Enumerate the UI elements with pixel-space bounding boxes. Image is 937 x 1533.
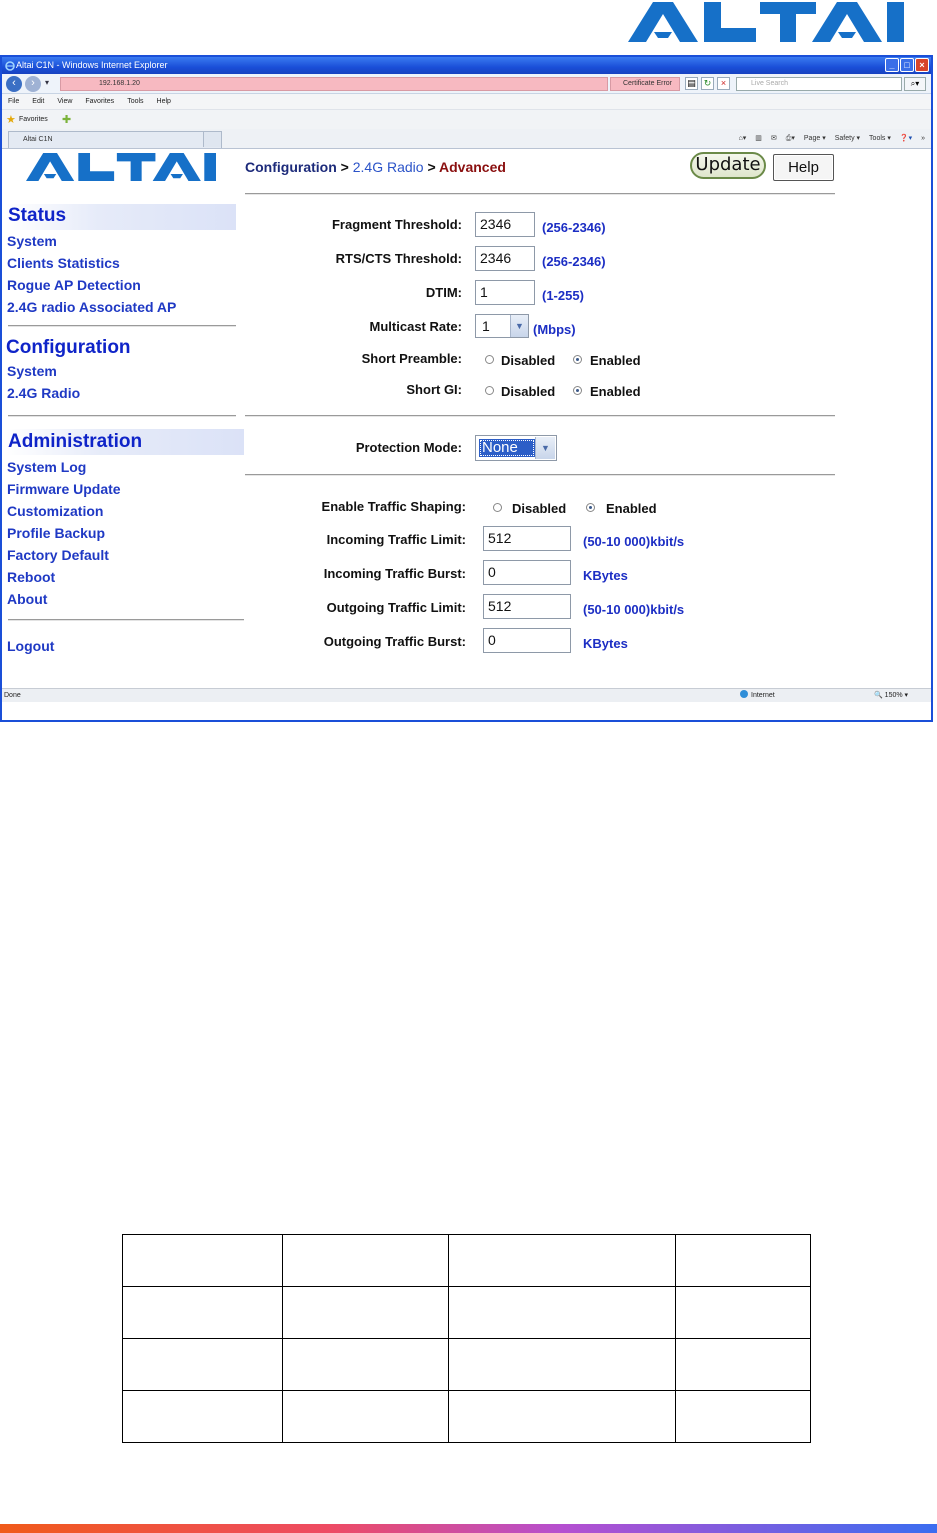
- status-section-title: Status: [8, 205, 67, 226]
- page-menu[interactable]: Page ▾: [803, 135, 826, 142]
- new-tab-button[interactable]: [203, 132, 221, 147]
- home-icon[interactable]: ⌂▾: [738, 135, 747, 142]
- fragment-threshold-label: Fragment Threshold:: [331, 217, 462, 232]
- short-preamble-enabled-radio[interactable]: [573, 355, 582, 364]
- help-icon[interactable]: ❓▾: [899, 135, 913, 142]
- empty-table: [122, 1234, 811, 1443]
- short-preamble-disabled-radio[interactable]: [485, 355, 494, 364]
- outgoing-burst-input[interactable]: 0: [483, 628, 571, 653]
- divider: [245, 474, 835, 476]
- menu-tools[interactable]: Tools: [127, 98, 144, 105]
- sidebar-item-status-system[interactable]: System: [7, 233, 57, 249]
- outgoing-burst-unit: KBytes: [583, 636, 628, 651]
- zoom-level[interactable]: 🔍 150% ▾: [874, 692, 909, 699]
- back-icon[interactable]: ‹: [6, 76, 22, 92]
- multicast-rate-select[interactable]: [475, 314, 529, 338]
- traffic-shaping-enabled-label: Enabled: [606, 501, 657, 516]
- sidebar-divider: [8, 415, 236, 417]
- incoming-burst-input[interactable]: 0: [483, 560, 571, 585]
- sidebar-item-config-system[interactable]: System: [7, 363, 57, 379]
- tab-label: Altai C1N: [23, 136, 53, 143]
- tab-row: [2, 129, 931, 149]
- certificate-error[interactable]: Certificate Error: [610, 77, 680, 91]
- sidebar-item-firmware-update[interactable]: Firmware Update: [7, 481, 121, 497]
- traffic-shaping-disabled-label: Disabled: [512, 501, 567, 516]
- sidebar-logo: [26, 153, 216, 181]
- incoming-burst-unit: KBytes: [583, 568, 628, 583]
- favorites-button[interactable]: Favorites: [19, 116, 48, 123]
- logout-link[interactable]: Logout: [7, 638, 55, 654]
- menu-help[interactable]: Help: [156, 98, 171, 105]
- maximize-button[interactable]: □: [900, 58, 914, 72]
- menu-file[interactable]: File: [8, 98, 20, 105]
- outgoing-limit-range: (50-10 000)kbit/s: [583, 602, 685, 617]
- short-gi-label: Short GI:: [406, 382, 462, 397]
- sidebar-item-profile-backup[interactable]: Profile Backup: [7, 525, 106, 541]
- short-gi-disabled-radio[interactable]: [485, 386, 494, 395]
- protection-mode-label: Protection Mode:: [355, 440, 462, 455]
- sidebar-divider: [8, 325, 236, 327]
- incoming-limit-label: Incoming Traffic Limit:: [326, 532, 466, 547]
- dtim-label: DTIM:: [425, 285, 462, 300]
- menu-favorites[interactable]: Favorites: [85, 98, 115, 105]
- forward-icon[interactable]: ›: [25, 76, 41, 92]
- url-field[interactable]: 192.168.1.20: [60, 77, 608, 91]
- sidebar-item-factory-default[interactable]: Factory Default: [7, 547, 109, 563]
- outgoing-burst-label: Outgoing Traffic Burst:: [323, 634, 466, 649]
- window-title: Altai C1N - Windows Internet Explorer: [16, 60, 168, 70]
- altai-logo: [628, 2, 904, 42]
- rts-threshold-label: RTS/CTS Threshold:: [335, 251, 462, 266]
- rts-threshold-input[interactable]: 2346: [475, 246, 535, 271]
- sidebar-item-customization[interactable]: Customization: [7, 503, 104, 519]
- minimize-button[interactable]: _: [885, 58, 899, 72]
- stop-icon[interactable]: ×: [717, 77, 730, 90]
- incoming-limit-input[interactable]: 512: [483, 526, 571, 551]
- compat-icon[interactable]: ▤: [685, 77, 698, 90]
- search-input[interactable]: Live Search: [736, 77, 902, 91]
- administration-section-title: Administration: [8, 431, 143, 452]
- search-icon[interactable]: ⌕▾: [904, 77, 926, 91]
- multicast-rate-label: Multicast Rate:: [369, 319, 462, 334]
- browser-window: [0, 55, 933, 722]
- ie-icon: [5, 60, 15, 70]
- history-dropdown-icon[interactable]: ▾: [45, 78, 50, 87]
- short-preamble-disabled-label: Disabled: [501, 353, 556, 368]
- security-zone: Internet: [740, 689, 775, 702]
- status-text: Done: [4, 692, 21, 699]
- breadcrumb-configuration[interactable]: Configuration: [245, 159, 337, 175]
- mail-icon[interactable]: ✉: [770, 135, 777, 142]
- browser-tab[interactable]: [8, 131, 222, 148]
- close-button[interactable]: ×: [915, 58, 929, 72]
- table-row: [123, 1391, 811, 1443]
- globe-icon: [740, 690, 748, 698]
- short-preamble-enabled-label: Enabled: [590, 353, 641, 368]
- menu-bar: [2, 94, 931, 109]
- fragment-threshold-input[interactable]: 2346: [475, 212, 535, 237]
- traffic-shaping-enabled-radio[interactable]: [586, 503, 595, 512]
- breadcrumb: Configuration > 2.4G Radio > Advanced: [245, 159, 506, 175]
- table-row: [123, 1339, 811, 1391]
- chevron-down-icon: ▼: [510, 315, 528, 337]
- multicast-rate-value: 1: [482, 318, 490, 334]
- incoming-limit-range: (50-10 000)kbit/s: [583, 534, 685, 549]
- incoming-burst-label: Incoming Traffic Burst:: [323, 566, 466, 581]
- table-row: [123, 1235, 811, 1287]
- rts-threshold-range: (256-2346): [542, 254, 606, 269]
- table-row: [123, 1287, 811, 1339]
- sidebar-divider: [8, 619, 244, 621]
- short-gi-enabled-radio[interactable]: [573, 386, 582, 395]
- safety-menu[interactable]: Safety ▾: [834, 135, 861, 142]
- multicast-rate-unit: (Mbps): [533, 322, 576, 337]
- breadcrumb-24g-radio[interactable]: 2.4G Radio: [352, 159, 424, 175]
- page-content: [2, 149, 931, 702]
- outgoing-limit-label: Outgoing Traffic Limit:: [326, 600, 466, 615]
- menu-edit[interactable]: Edit: [32, 98, 45, 105]
- breadcrumb-advanced: Advanced: [439, 159, 506, 175]
- feeds-icon[interactable]: ▥: [755, 135, 762, 142]
- sidebar-item-system-log[interactable]: System Log: [7, 459, 87, 475]
- address-bar: [2, 74, 931, 94]
- divider: [245, 193, 835, 195]
- protection-mode-select[interactable]: [475, 435, 557, 461]
- sidebar-item-clients-statistics[interactable]: Clients Statistics: [7, 255, 120, 271]
- dtim-range: (1-255): [542, 288, 584, 303]
- protection-mode-value: None: [479, 439, 535, 457]
- footer-color-bar: [0, 1524, 937, 1533]
- chevron-more-icon[interactable]: »: [921, 135, 925, 142]
- update-button[interactable]: Update: [690, 152, 766, 179]
- short-preamble-label: Short Preamble:: [361, 351, 462, 366]
- sidebar-item-reboot[interactable]: Reboot: [7, 569, 56, 585]
- sidebar-item-rogue-ap-detection[interactable]: Rogue AP Detection: [7, 277, 141, 293]
- help-button[interactable]: Help: [773, 154, 834, 181]
- sidebar-item-associated-ap[interactable]: 2.4G radio Associated AP: [7, 299, 177, 315]
- dtim-input[interactable]: 1: [475, 280, 535, 305]
- chevron-down-icon: ▼: [535, 437, 555, 459]
- add-favorite-icon[interactable]: ✚: [62, 114, 72, 126]
- traffic-shaping-label: Enable Traffic Shaping:: [321, 499, 466, 514]
- command-bar: [739, 132, 925, 146]
- configuration-section-title: Configuration: [6, 337, 131, 358]
- status-bar: [2, 688, 931, 702]
- menu-view[interactable]: View: [57, 98, 73, 105]
- favorites-bar: [2, 109, 931, 129]
- short-gi-disabled-label: Disabled: [501, 384, 556, 399]
- traffic-shaping-disabled-radio[interactable]: [493, 503, 502, 512]
- outgoing-limit-input[interactable]: 512: [483, 594, 571, 619]
- print-icon[interactable]: ⎙▾: [785, 135, 795, 142]
- fragment-threshold-range: (256-2346): [542, 220, 606, 235]
- tools-menu[interactable]: Tools ▾: [869, 135, 891, 142]
- favorites-star-icon[interactable]: ★: [6, 114, 16, 126]
- sidebar-item-24g-radio[interactable]: 2.4G Radio: [7, 385, 81, 401]
- refresh-icon[interactable]: ↻: [701, 77, 714, 90]
- short-gi-enabled-label: Enabled: [590, 384, 641, 399]
- sidebar-item-about[interactable]: About: [7, 591, 48, 607]
- title-bar: [2, 57, 931, 74]
- divider: [245, 415, 835, 417]
